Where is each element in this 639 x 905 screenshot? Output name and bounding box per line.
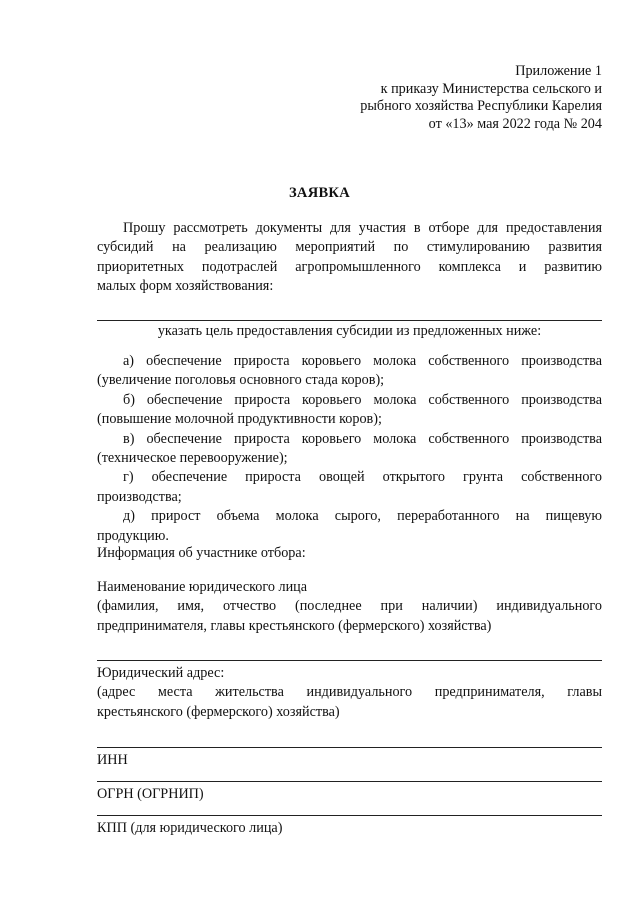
legal-name-label: Наименование юридического лица — [97, 579, 308, 595]
option-a-cont: (увеличение поголовья основного стада коров); — [97, 372, 385, 389]
ogrn-fill-line — [97, 815, 602, 816]
intro-paragraph — [97, 219, 602, 297]
option-a: а) обеспечение прироста коровьего молока собственного производства — [123, 353, 602, 369]
document-title: ЗАЯВКА — [288, 185, 351, 201]
legal-address-label: Юридический адрес: — [97, 665, 225, 681]
intro-line: малых форм хозяйствования: — [97, 278, 274, 295]
order-reference: к приказу Министерства сельского и — [380, 80, 602, 97]
ogrn-label: ОГРН (ОГРНИП) — [97, 786, 204, 802]
legal-name-hint: предпринимателя, главы крестьянского (фермерского) хозяйства) — [97, 617, 492, 634]
legal-address-block — [97, 664, 602, 722]
option-b-cont: (повышение молочной продуктивности коров); — [97, 411, 382, 428]
legal-name-block — [97, 578, 602, 636]
purpose-caption: указать цель предоставления субсидии из предложенных ниже: — [157, 323, 542, 339]
intro-line: субсидий на реализацию мероприятий по стимулированию развития — [97, 239, 602, 256]
option-d-cont: производства; — [97, 488, 182, 505]
participant-info-heading: Информация об участнике отбора: — [97, 545, 306, 561]
appendix-number: Приложение 1 — [515, 63, 602, 79]
option-e-cont: продукцию. — [97, 527, 169, 544]
legal-name-fill-line — [97, 660, 602, 661]
legal-name-hint: (фамилия, имя, отчество (последнее при наличии) индивидуального — [97, 598, 602, 615]
intro-line: приоритетных подотраслей агропромышленного комплекса и развитию — [97, 258, 602, 275]
option-c-cont: (техническое перевооружение); — [97, 450, 288, 467]
inn-label: ИНН — [97, 752, 128, 768]
inn-fill-line — [97, 781, 602, 782]
legal-address-hint: (адрес места жительства индивидуального предпринимателя, главы — [97, 684, 602, 701]
kpp-label: КПП (для юридического лица) — [97, 820, 283, 836]
legal-address-fill-line — [97, 747, 602, 748]
ministry-name: рыбного хозяйства Республики Карелия — [360, 98, 602, 114]
order-date-number: от «13» мая 2022 года № 204 — [428, 115, 602, 132]
intro-line: Прошу рассмотреть документы для участия в отборе для предоставления — [123, 220, 602, 236]
appendix-header — [360, 63, 602, 133]
options-list — [97, 352, 602, 546]
option-e: д) прирост объема молока сырого, переработанного на пищевую — [123, 508, 602, 525]
option-b: б) обеспечение прироста коровьего молока собственного производства — [123, 391, 602, 408]
option-d: г) обеспечение прироста овощей открытого грунта собственного — [123, 469, 602, 486]
purpose-fill-line — [97, 320, 602, 321]
legal-address-hint: крестьянского (фермерского) хозяйства) — [97, 703, 340, 720]
option-c: в) обеспечение прироста коровьего молока собственного производства — [123, 430, 602, 447]
